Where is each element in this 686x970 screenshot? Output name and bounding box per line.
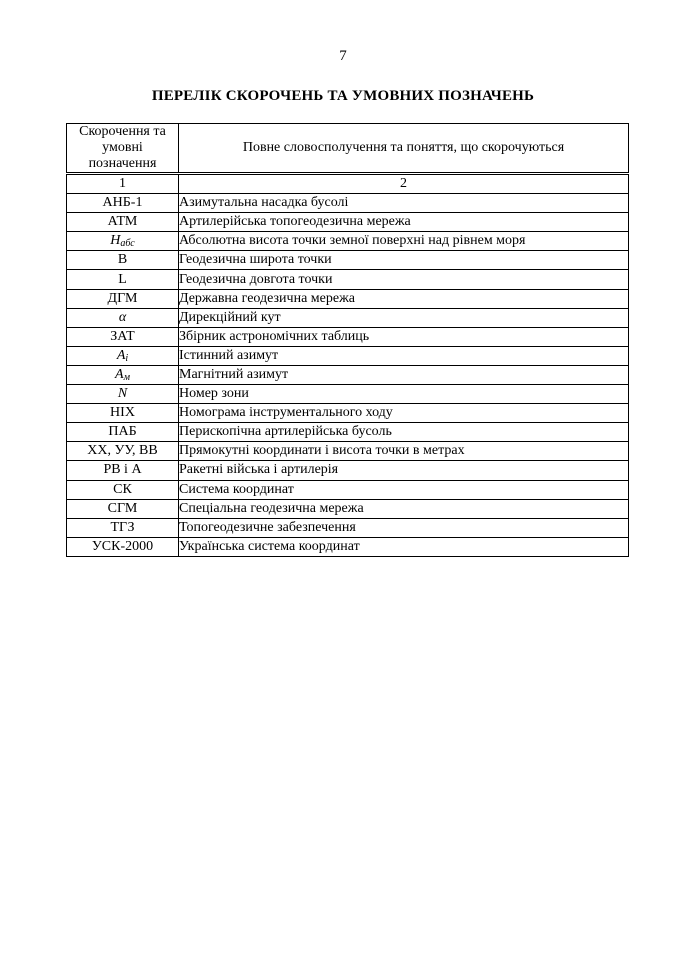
abbreviation-cell: [67, 251, 179, 270]
abbreviation-cell: [67, 327, 179, 346]
abbreviation-text: N: [117, 386, 128, 402]
description-cell: Дирекційний кут: [179, 308, 629, 327]
abbreviation-cell: [67, 232, 179, 251]
abbreviation-subscript: абс: [120, 238, 135, 250]
abbreviation-text: B: [117, 252, 128, 268]
table-header-row: [67, 124, 629, 174]
description-cell: Державна геодезична мережа: [179, 289, 629, 308]
abbreviation-text: УСК-2000: [91, 538, 154, 554]
abbreviation-cell: [67, 461, 179, 480]
abbreviation-text: H: [110, 233, 121, 249]
abbreviation-text: СГМ: [107, 500, 138, 516]
abbreviation-subscript: i: [125, 352, 129, 364]
description-cell: Ракетні війська і артилерія: [179, 461, 629, 480]
abbreviation-cell: [67, 308, 179, 327]
table-row: [67, 499, 629, 518]
header-full-phrase: Повне словосполучення та поняття, що скорочуються: [179, 124, 629, 174]
document-title: ПЕРЕЛІК СКОРОЧЕНЬ ТА УМОВНИХ ПОЗНАЧЕНЬ: [151, 88, 535, 104]
abbreviation-cell: [67, 442, 179, 461]
abbreviation-text: L: [118, 271, 127, 287]
table-row: [67, 289, 629, 308]
description-cell: Українська система координат: [179, 537, 629, 556]
description-cell: Геодезична широта точки: [179, 251, 629, 270]
abbreviation-cell: [67, 346, 179, 365]
table-row: [67, 461, 629, 480]
abbreviation-cell: [67, 365, 179, 384]
column-number-2: 2: [179, 174, 629, 194]
table-row: [67, 537, 629, 556]
description-cell: Артилерійська топогеодезична мережа: [179, 213, 629, 232]
abbreviation-text: XX, УУ, ВВ: [87, 443, 158, 459]
abbreviation-text: ПАБ: [108, 424, 137, 440]
abbreviation-text: АТМ: [107, 214, 138, 230]
abbreviation-cell: [67, 404, 179, 423]
description-cell: Збірник астрономічних таблиць: [179, 327, 629, 346]
table-row: [67, 232, 629, 251]
abbreviation-text: ТГЗ: [110, 519, 135, 535]
abbreviation-cell: [67, 270, 179, 289]
abbreviation-cell: [67, 518, 179, 537]
table-row: [67, 404, 629, 423]
description-cell: Геодезична довгота точки: [179, 270, 629, 289]
table-row: [67, 213, 629, 232]
description-cell: Перископічна артилерійська бусоль: [179, 423, 629, 442]
abbreviation-text: АНБ-1: [102, 195, 143, 211]
description-cell: Магнітний азимут: [179, 365, 629, 384]
table-row: [67, 365, 629, 384]
table-row: [67, 194, 629, 213]
table-row: [67, 423, 629, 442]
description-cell: Система координат: [179, 480, 629, 499]
description-cell: Номограма інструментального ходу: [179, 404, 629, 423]
abbreviation-cell: [67, 194, 179, 213]
abbreviation-cell: [67, 499, 179, 518]
table-row: [67, 442, 629, 461]
description-cell: Азимутальна насадка бусолі: [179, 194, 629, 213]
table-row: [67, 327, 629, 346]
table-row: [67, 385, 629, 404]
description-cell: Прямокутні координати і висота точки в метрах: [179, 442, 629, 461]
header-abbreviation: Скорочення та умовні позначення: [67, 124, 179, 174]
abbreviation-cell: [67, 423, 179, 442]
table-row: [67, 518, 629, 537]
table-row: [67, 480, 629, 499]
abbreviation-cell: [67, 537, 179, 556]
description-cell: Номер зони: [179, 385, 629, 404]
abbreviation-text: ДГМ: [107, 290, 138, 306]
description-cell: Істинний азимут: [179, 346, 629, 365]
abbreviations-table: [66, 123, 629, 557]
abbreviation-cell: [67, 213, 179, 232]
abbreviation-text: НІХ: [110, 405, 135, 421]
abbreviation-text: ЗАТ: [110, 328, 135, 344]
description-cell: Топогеодезичне забезпечення: [179, 518, 629, 537]
abbreviation-subscript: м: [123, 371, 130, 383]
table-row: [67, 308, 629, 327]
page-number: 7: [339, 48, 347, 64]
column-number-row: [67, 174, 629, 194]
abbreviation-text: α: [118, 309, 127, 325]
abbreviation-cell: [67, 385, 179, 404]
abbreviation-cell: [67, 480, 179, 499]
description-cell: Абсолютна висота точки земної поверхні над рівнем моря: [179, 232, 629, 251]
column-number-1: 1: [67, 174, 179, 194]
abbreviation-text: РВ і А: [103, 462, 142, 478]
abbreviation-text: A: [116, 347, 126, 363]
table-row: [67, 251, 629, 270]
abbreviation-text: СК: [113, 481, 132, 497]
abbreviation-cell: [67, 289, 179, 308]
abbreviation-text: A: [115, 366, 124, 382]
description-cell: Спеціальна геодезична мережа: [179, 499, 629, 518]
table-row: [67, 346, 629, 365]
table-row: [67, 270, 629, 289]
